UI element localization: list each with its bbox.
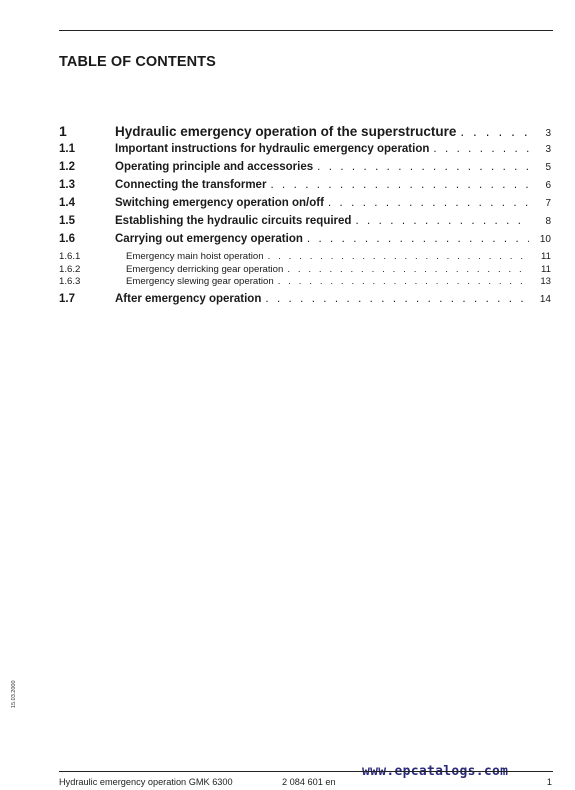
toc-page: 3	[545, 144, 551, 155]
dot-leader	[307, 233, 529, 245]
dot-leader	[270, 179, 529, 191]
footer-page-number: 1	[546, 777, 552, 787]
toc-title: Emergency derricking gear operation	[126, 263, 284, 275]
toc-title: Switching emergency operation on/off	[115, 197, 324, 209]
toc-number: 1.7	[59, 293, 75, 305]
toc-number: 1.6.1	[59, 251, 81, 262]
toc-page: 6	[545, 180, 551, 191]
toc-page: 11	[541, 251, 551, 262]
toc-row[interactable]	[59, 123, 551, 143]
toc-page: 10	[539, 234, 551, 245]
toc-page: 3	[545, 128, 551, 139]
toc-number: 1.6.3	[59, 276, 81, 287]
toc-page: 11	[541, 263, 551, 275]
toc-row[interactable]	[59, 276, 551, 293]
toc-page: 14	[539, 294, 551, 305]
dot-leader	[265, 293, 529, 305]
side-code: 15.03.2000	[11, 680, 17, 708]
toc-row[interactable]	[59, 264, 551, 277]
toc-title: Connecting the transformer	[115, 179, 267, 191]
toc-number: 1.6	[59, 233, 75, 245]
toc-page: 7	[545, 198, 551, 209]
toc-number: 1.4	[59, 197, 75, 209]
toc-title: Emergency main hoist operation	[126, 251, 264, 262]
dot-leader	[355, 215, 529, 227]
dot-leader	[278, 276, 529, 287]
toc-title: Carrying out emergency operation	[115, 233, 303, 245]
dot-leader	[287, 264, 529, 275]
watermark: www.epcatalogs.com	[362, 764, 509, 779]
footer-doc-number: 2 084 601 en	[282, 777, 336, 787]
toc-number: 1.6.2	[59, 263, 81, 275]
toc-row[interactable]	[59, 143, 551, 161]
footer-rule	[59, 771, 553, 772]
toc-page: 13	[540, 276, 551, 287]
top-rule	[59, 30, 553, 31]
table-of-contents	[59, 123, 551, 311]
dot-leader	[460, 124, 529, 139]
dot-leader	[317, 161, 529, 173]
footer-title: Hydraulic emergency operation GMK 6300	[59, 777, 233, 787]
toc-title: Establishing the hydraulic circuits required	[115, 215, 352, 227]
toc-number: 1.2	[59, 161, 75, 173]
toc-title: Hydraulic emergency operation of the superstructure	[115, 124, 457, 139]
toc-title: Operating principle and accessories	[115, 161, 314, 173]
toc-row[interactable]	[59, 197, 551, 215]
toc-title: Emergency slewing gear operation	[126, 276, 274, 287]
toc-title: After emergency operation	[115, 293, 262, 305]
page-title: TABLE OF CONTENTS	[59, 54, 216, 70]
toc-page: 8	[545, 216, 551, 227]
toc-row[interactable]	[59, 233, 551, 251]
dot-leader	[433, 143, 529, 155]
toc-number: 1	[59, 123, 67, 139]
toc-number: 1.3	[59, 179, 75, 191]
toc-number: 1.5	[59, 215, 75, 227]
toc-title: Important instructions for hydraulic emergency operation	[115, 143, 430, 155]
toc-row[interactable]	[59, 179, 551, 197]
toc-page: 5	[545, 162, 551, 173]
dot-leader	[328, 197, 529, 209]
toc-row[interactable]	[59, 251, 551, 264]
toc-row[interactable]	[59, 215, 551, 233]
toc-number: 1.1	[59, 143, 75, 155]
dot-leader	[268, 251, 529, 262]
toc-row[interactable]	[59, 161, 551, 179]
toc-row[interactable]	[59, 293, 551, 311]
